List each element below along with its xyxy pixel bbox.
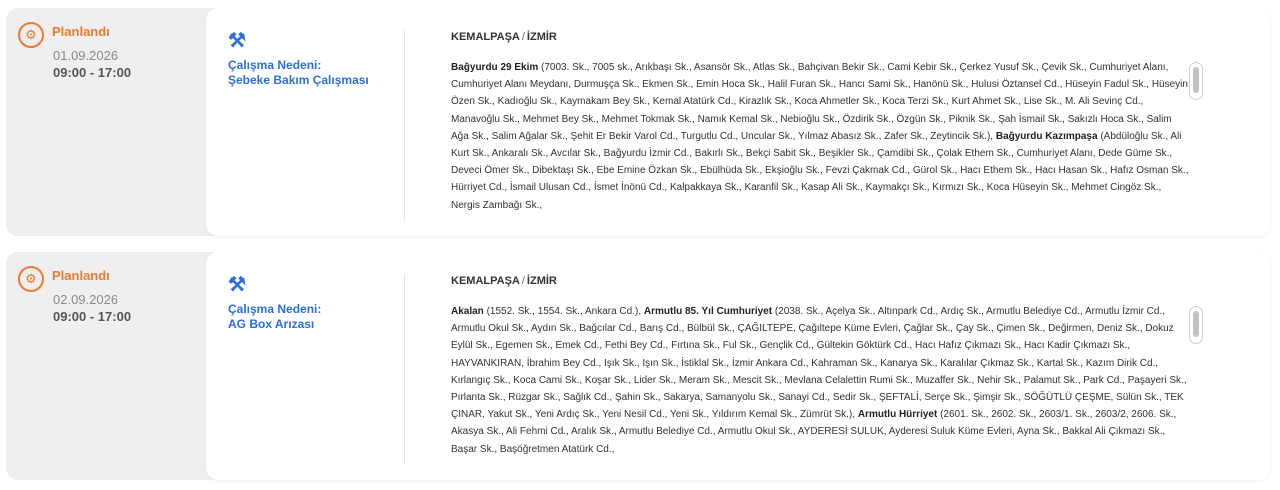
street-names: (7003. Sk., 7005 sk., Arıkbaşı Sk., Asansör Sk., Atlas Sk., Bahçivan Bekir Sk., Cami Kebir Sk., Çerkez Yusuf Sk., Çevik Sk., Cumhuriyet Alanı, Cumhuriyet Alanı Meydanı, Durmuşça Sk., Ekmen Sk., Emin Hoca Sk., Halil Furan Sk., Hancı Sami Sk., Hanönü Sk., Hulusi Öztansel Cd., Hüseyin Fadul Sk., Hüseyin Özen Sk., Kadıoğlu Sk., Kaymakam Bey Sk., Kemal Atatürk Cd., Kirazlık Sk., Koca Ahmetler Sk., Koca Terzi Sk., Kurt Ahmet Sk., Lise Sk., M. Ali Sevinç Cd., Manavoğlu Sk., Mehmet Bey Sk., Mehmet Tokmak Sk., Namık Kemal Sk., Nebioğlu Sk., Özdirik Sk., Özgün Sk., Piknik Sk., Şah İsmail Sk., Sakızlı Hoca Sk., Salim Ağa Sk., Salim Ağalar Sk., Şehit Er Bekir Varol Cd., Turgutlu Cd., Uncular Sk., Yılmaz Abasız Sk., Zafer Sk., Zeytincik Sk.), xyxy=(451,62,1188,142)
region-label xyxy=(451,275,557,287)
gear-clock-icon: ⚙ xyxy=(18,266,44,292)
district-name: KEMALPAŞA xyxy=(451,275,520,287)
status-label: Planlandı xyxy=(52,267,110,283)
status-label: Planlandı xyxy=(52,23,110,39)
reason-title: Çalışma Nedeni: xyxy=(228,58,322,72)
street-names: (2038. Sk., Açelya Sk., Altınpark Cd., Ardıç Sk., Armutlu Belediye Cd., Armutlu İzmir Cd., Armutlu Okul Sk., Aydın Sk., Bağcılar Cd., Barış Cd., Bülbül Sk., ÇAĞILTEPE, Çağıltepe Küme Evleri, Çağlar Sk., Çay Sk., Çimen Sk., Değirmen, Deniz Sk., Dokuz Eylül Sk., Egemen Sk., Emek Cd., Fethi Bey Cd., Fırtına Sk., Ful Sk., Gençlik Cd., Gültekin Göktürk Cd., Hacı Hafız Çıkmazı Sk., Hacı Kadir Çıkmazı Sk., HAYVANKIRAN, İbrahim Bey Cd., Işık Sk., Işın Sk., İstiklal Sk., İzmir Ankara Cd., Kahraman Sk., Kanarya Sk., Karalılar Çıkmaz Sk., Kartal Sk., Kazım Dirik Cd., Kırlangıç Sk., Koca Cami Sk., Koşar Sk., Lider Sk., Meram Sk., Mescit Sk., Mevlana Celalettin Rumi Sk., Muzaffer Sk., Nehir Sk., Palamut Sk., Park Cd., Paşayeri Sk., Pırlanta Sk., Rüzgar Sk., Sağlık Cd., Şahin Sk., Sakarya, Samanyolu Sk., Sanayi Cd., Sedir Sk., ŞEFTALİ, Serçe Sk., Şimşir Sk., SÖĞÜTLÜ ÇEŞME, Sülün Sk., TEK ÇINAR, Yakut Sk., Yeni Ardıç Sk., Yeni Nesil Cd., Yeni Sk., Yıldırım Kemal Sk., Zümrüt Sk.), xyxy=(451,306,1187,421)
neighborhood-name: Bağyurdu Kazımpaşa xyxy=(995,130,1098,142)
outage-card xyxy=(206,252,1270,480)
reason-value: Şebeke Bakım Çalışması xyxy=(228,73,369,87)
city-name: İZMİR xyxy=(526,31,557,43)
tools-icon: ⚒ xyxy=(228,30,246,52)
scrollbar[interactable] xyxy=(1189,306,1203,344)
outage-card xyxy=(206,8,1270,236)
outage-time: 09:00 - 17:00 xyxy=(53,309,132,324)
reason-block xyxy=(228,272,398,332)
divider xyxy=(404,30,405,220)
street-names: (Abdüloğlu Sk., Ali Kurt Sk., Ankaralı Sk., Avcılar Sk., Bağyurdu İzmir Cd., Bakırlı Sk., Bekçi Sabit Sk., Beşikler Sk., Çamdibi Sk., Çolak Ethem Sk., Cumhuriyet Alanı, Dede Güme Sk., Deveci Ömer Sk., Dibektaşı Sk., Ebe Emine Özkan Sk., Ebülhüda Sk., Ekşioğlu Sk., Fevzi Çakmak Cd., Gürol Sk., Hacı Ethem Sk., Hacı Hasan Sk., Hafız Osman Sk., Hürriyet Cd., İsmail Ulusan Cd., İsmet İnönü Cd., Kalpakkaya Sk., Karanfil Sk., Kasap Ali Sk., Kaymakçı Sk., Kırmızı Sk., Koca Hüseyin Sk., Mehmet Cingöz Sk., Nergis Zambağı Sk., xyxy=(451,130,1189,211)
scrollbar[interactable] xyxy=(1189,62,1203,100)
neighborhood-name: Armutlu 85. Yıl Cumhuriyet xyxy=(643,306,773,317)
reason-block xyxy=(228,28,398,88)
city-name: İZMİR xyxy=(526,275,557,287)
street-list[interactable] xyxy=(451,59,1191,219)
outage-date: 02.09.2026 xyxy=(53,292,119,307)
outage-item xyxy=(6,252,1270,480)
neighborhood-name: Akalan xyxy=(451,306,484,317)
region-separator: / xyxy=(521,275,525,287)
region-separator: / xyxy=(521,31,525,43)
status-column xyxy=(18,262,198,324)
outage-date: 01.09.2026 xyxy=(53,48,119,63)
status-column xyxy=(18,18,198,80)
street-list[interactable] xyxy=(451,303,1191,463)
region-label xyxy=(451,31,557,43)
gear-clock-icon: ⚙ xyxy=(18,22,44,48)
neighborhood-name: Bağyurdu 29 Ekim xyxy=(451,62,539,73)
reason-value: AG Box Arızası xyxy=(228,317,315,331)
tools-icon: ⚒ xyxy=(228,274,246,296)
district-name: KEMALPAŞA xyxy=(451,31,520,43)
street-names: (2601. Sk., 2602. Sk., 2603/1. Sk., 2603/2, 2606. Sk., Akasya Sk., Ali Fehmi Cd., Aralık Sk., Armutlu Belediye Cd., Armutlu Okul Sk., AYDERESİ SULUK, Ayderesi Suluk Küme Evleri, Ayna Sk., Bakkal Ali Çıkmazı Sk., Başar Sk., Başöğretmen Atatürk Cd., xyxy=(451,409,1177,455)
outage-time: 09:00 - 17:00 xyxy=(53,65,132,80)
neighborhood-name: Armutlu Hürriyet xyxy=(857,409,938,421)
outage-item xyxy=(6,8,1270,236)
divider xyxy=(404,274,405,464)
reason-title: Çalışma Nedeni: xyxy=(228,302,322,316)
street-names: (1552. Sk., 1554. Sk., Ankara Cd.), xyxy=(483,306,642,317)
